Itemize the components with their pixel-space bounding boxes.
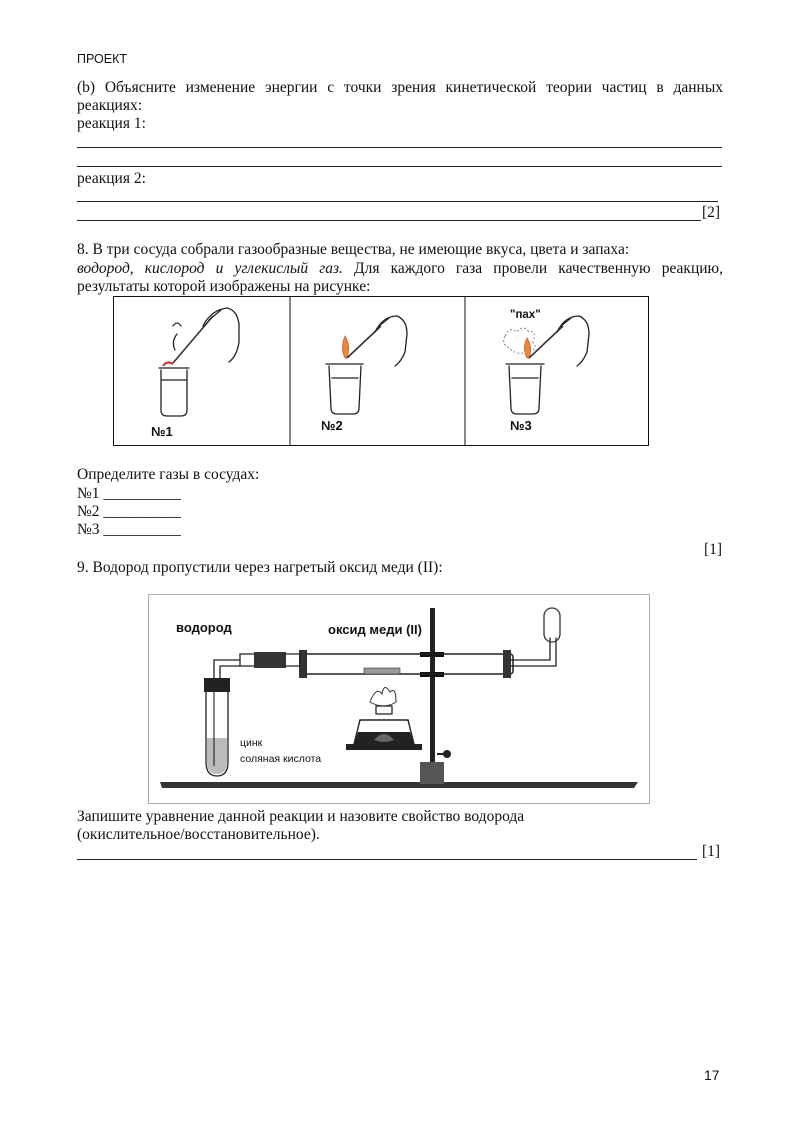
answer-row-1 [77, 485, 181, 503]
answer-line[interactable] [77, 147, 722, 148]
page-number: 17 [704, 1067, 720, 1083]
label-acid: соляная кислота [240, 753, 322, 765]
q8-gases-italic: водород, кислород и углекислый газ. [77, 260, 343, 277]
panel-3-label: №3 [510, 418, 532, 433]
gas-tests-figure [113, 296, 649, 446]
part-b-question: (b) Объясните изменение энергии с точки зрения кинетической теории частиц в данных [77, 79, 723, 96]
reaction1-label: реакция 1: [77, 115, 146, 132]
q8-line2-rest: Для каждого газа провели качественную реакцию, [342, 260, 723, 277]
q9-instruction2: (окислительное/восстановительное). [77, 826, 320, 843]
answer-label: №1 [77, 485, 100, 502]
label-zinc: цинк [240, 737, 263, 749]
answer-row-3 [77, 521, 181, 539]
panel-3-caption: "пах" [510, 309, 541, 321]
answer-line[interactable] [77, 220, 701, 221]
copper-oxide-apparatus-figure [148, 594, 650, 804]
q9-mark: [1] [702, 843, 721, 860]
panel-2-label: №2 [321, 418, 343, 433]
panel-1-label: №1 [151, 424, 173, 439]
q8-line3: результаты которой изображены на рисунке: [77, 278, 371, 295]
part-b-mark: [2] [702, 204, 721, 221]
q8-line2 [77, 260, 723, 278]
answer-line[interactable] [77, 201, 718, 202]
answer-label: №3 [77, 521, 100, 538]
reaction2-label: реакция 2: [77, 170, 146, 187]
label-copper-oxide: оксид меди (II) [328, 622, 422, 637]
answer-blank[interactable]: __________ [103, 521, 181, 538]
label-hydrogen: водород [176, 620, 232, 635]
answer-blank[interactable]: __________ [103, 503, 181, 520]
q8-line1: 8. В три сосуда собрали газообразные вещества, не имеющие вкуса, цвета и запаха: [77, 241, 630, 258]
q9-instruction1: Запишите уравнение данной реакции и назовите свойство водорода [77, 808, 525, 825]
answer-line[interactable] [77, 859, 697, 860]
answer-line[interactable] [77, 166, 722, 167]
answer-blank[interactable]: __________ [103, 485, 181, 502]
header-label: ПРОЕКТ [77, 52, 128, 66]
q8-mark: [1] [704, 541, 723, 558]
q8-prompt: Определите газы в сосудах: [77, 466, 260, 483]
part-b-question-cont: реакциях: [77, 97, 143, 114]
q9-line1: 9. Водород пропустили через нагретый оксид меди (II): [77, 559, 443, 576]
answer-row-2 [77, 503, 181, 521]
answer-label: №2 [77, 503, 100, 520]
